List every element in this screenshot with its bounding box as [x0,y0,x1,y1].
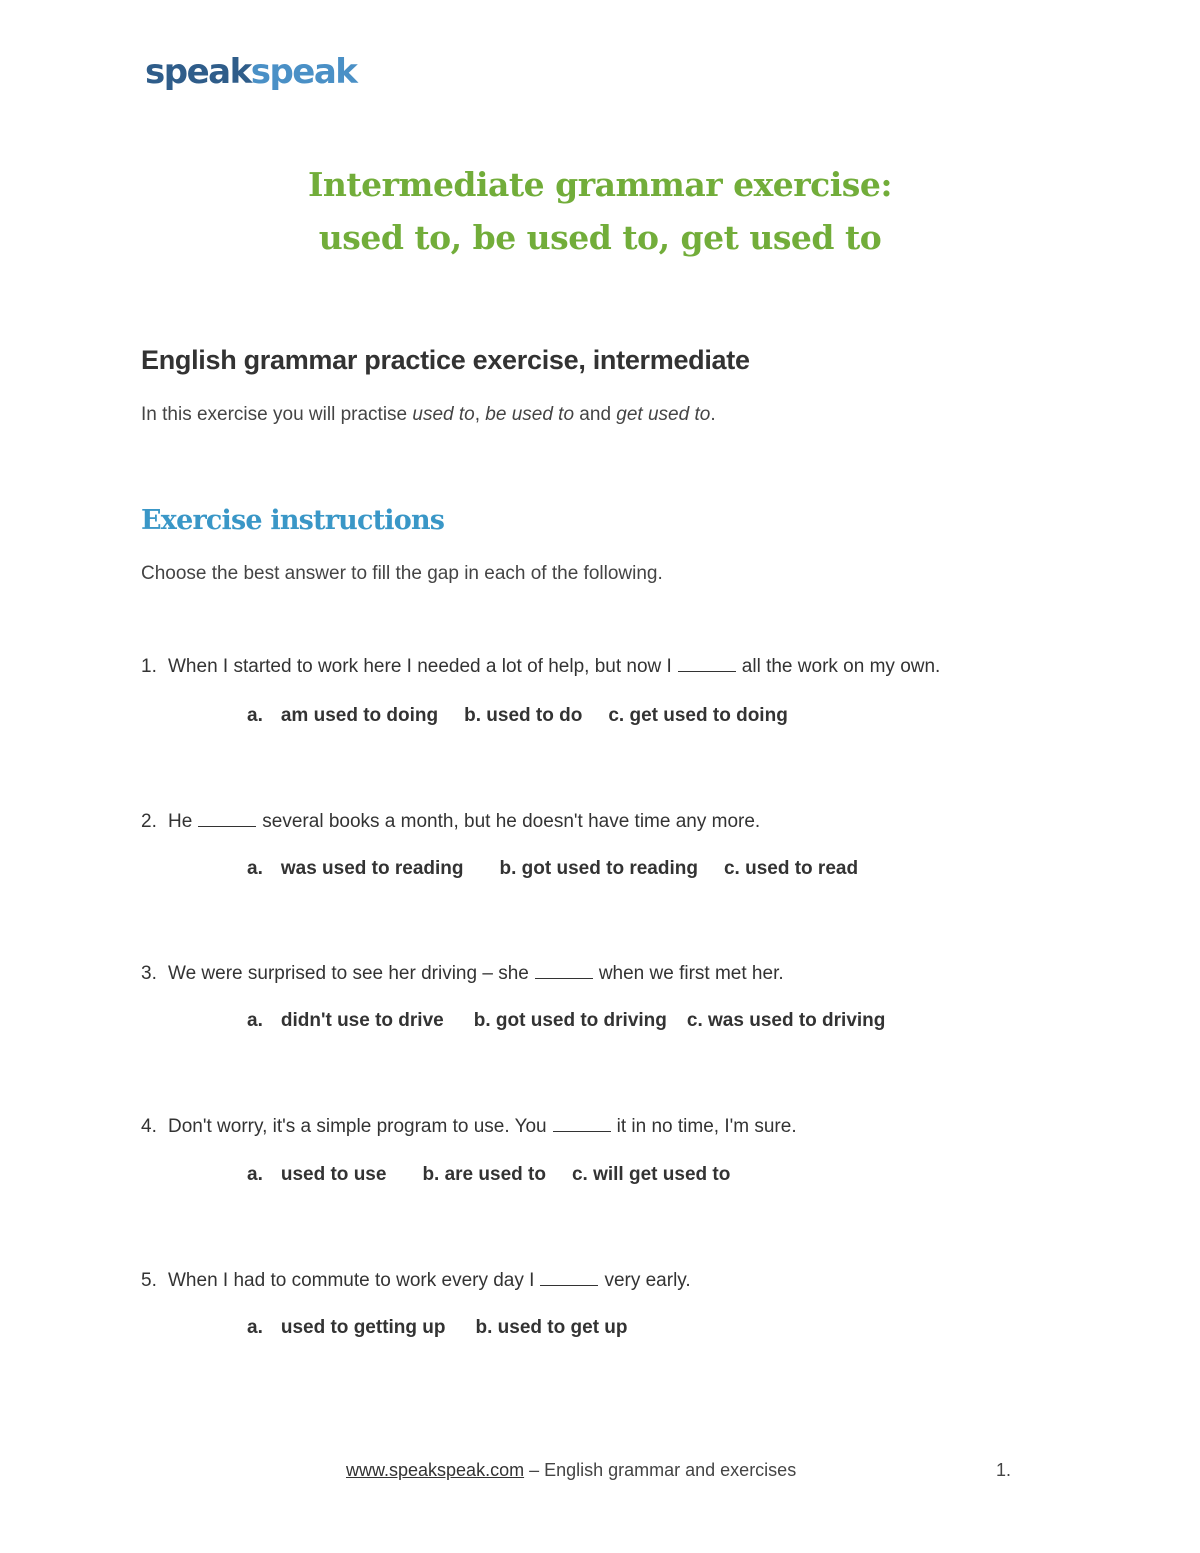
question-text-after: all the work on my own. [741,656,941,677]
intro-sep-1: , [474,404,486,425]
question-text-before: When I had to commute to work every day I [168,1270,535,1291]
question-3-options [247,1010,911,1032]
question-5-options [247,1317,654,1339]
question-number: 1. [141,656,157,677]
question-text-after: when we first met her. [598,963,784,984]
option-b: b. are used to [422,1164,546,1185]
page-title-line-2: used to, be used to, get used to [318,218,882,257]
section-heading: English grammar practice exercise, intermediate [141,345,750,375]
footer-text: – English grammar and exercises [524,1460,797,1480]
option-a: didn't use to drive [280,1010,444,1031]
question-1 [141,656,940,678]
intro-post: . [710,404,716,425]
option-c: c. will get used to [571,1164,731,1185]
question-4-options [247,1164,756,1186]
answer-blank [540,1271,598,1286]
option-b: b. got used to reading [499,858,698,879]
logo-part-2: speak [250,52,357,92]
intro-em-be-used-to: be used to [485,404,575,425]
option-letter: a. [247,1164,263,1185]
option-a: used to getting up [280,1317,446,1338]
question-5 [141,1270,691,1292]
option-a: am used to doing [280,705,439,726]
intro-pre: In this exercise you will practise [141,404,413,425]
page-title-line-1: Intermediate grammar exercise: [307,165,893,204]
question-number: 5. [141,1270,157,1291]
footer [346,1460,796,1481]
answer-blank [198,812,256,827]
question-text-before: When I started to work here I needed a lot of help, but now I [168,656,672,677]
instructions-heading: Exercise instructions [141,505,445,536]
question-text-before: We were surprised to see her driving – she [168,963,529,984]
question-text-after: several books a month, but he doesn't have time any more. [262,811,761,832]
footer-link[interactable]: www.speakspeak.com [346,1460,525,1480]
option-c: c. get used to doing [608,705,788,726]
instructions-text: Choose the best answer to fill the gap in each of the following. [141,563,663,584]
question-2-options [247,858,884,880]
question-1-options [247,705,814,727]
option-letter: a. [247,1317,263,1338]
question-4 [141,1116,797,1138]
question-3 [141,963,784,985]
option-letter: a. [247,705,263,726]
option-letter: a. [247,1010,263,1031]
answer-blank [535,964,593,979]
question-text-before: He [168,811,193,832]
option-b: b. got used to driving [473,1010,667,1031]
intro-em-used-to: used to [412,404,475,425]
speakspeak-logo [145,52,356,92]
question-number: 2. [141,811,157,832]
option-letter: a. [247,858,263,879]
option-b: b. used to do [464,705,583,726]
option-a: was used to reading [280,858,464,879]
intro-em-get-used-to: get used to [616,404,711,425]
option-a: used to use [280,1164,387,1185]
page-number: 1. [996,1460,1012,1480]
option-c: c. was used to driving [686,1010,886,1031]
question-2 [141,811,760,833]
question-number: 3. [141,963,157,984]
logo-part-1: speak [145,52,251,92]
option-c: c. used to read [723,858,859,879]
question-number: 4. [141,1116,157,1137]
question-text-after: it in no time, I'm sure. [616,1116,797,1137]
intro-paragraph [141,404,716,426]
intro-sep-2: and [574,404,617,425]
answer-blank [678,657,736,672]
answer-blank [553,1117,611,1132]
question-text-after: very early. [604,1270,691,1291]
question-text-before: Don't worry, it's a simple program to use. You [168,1116,547,1137]
option-b: b. used to get up [475,1317,628,1338]
